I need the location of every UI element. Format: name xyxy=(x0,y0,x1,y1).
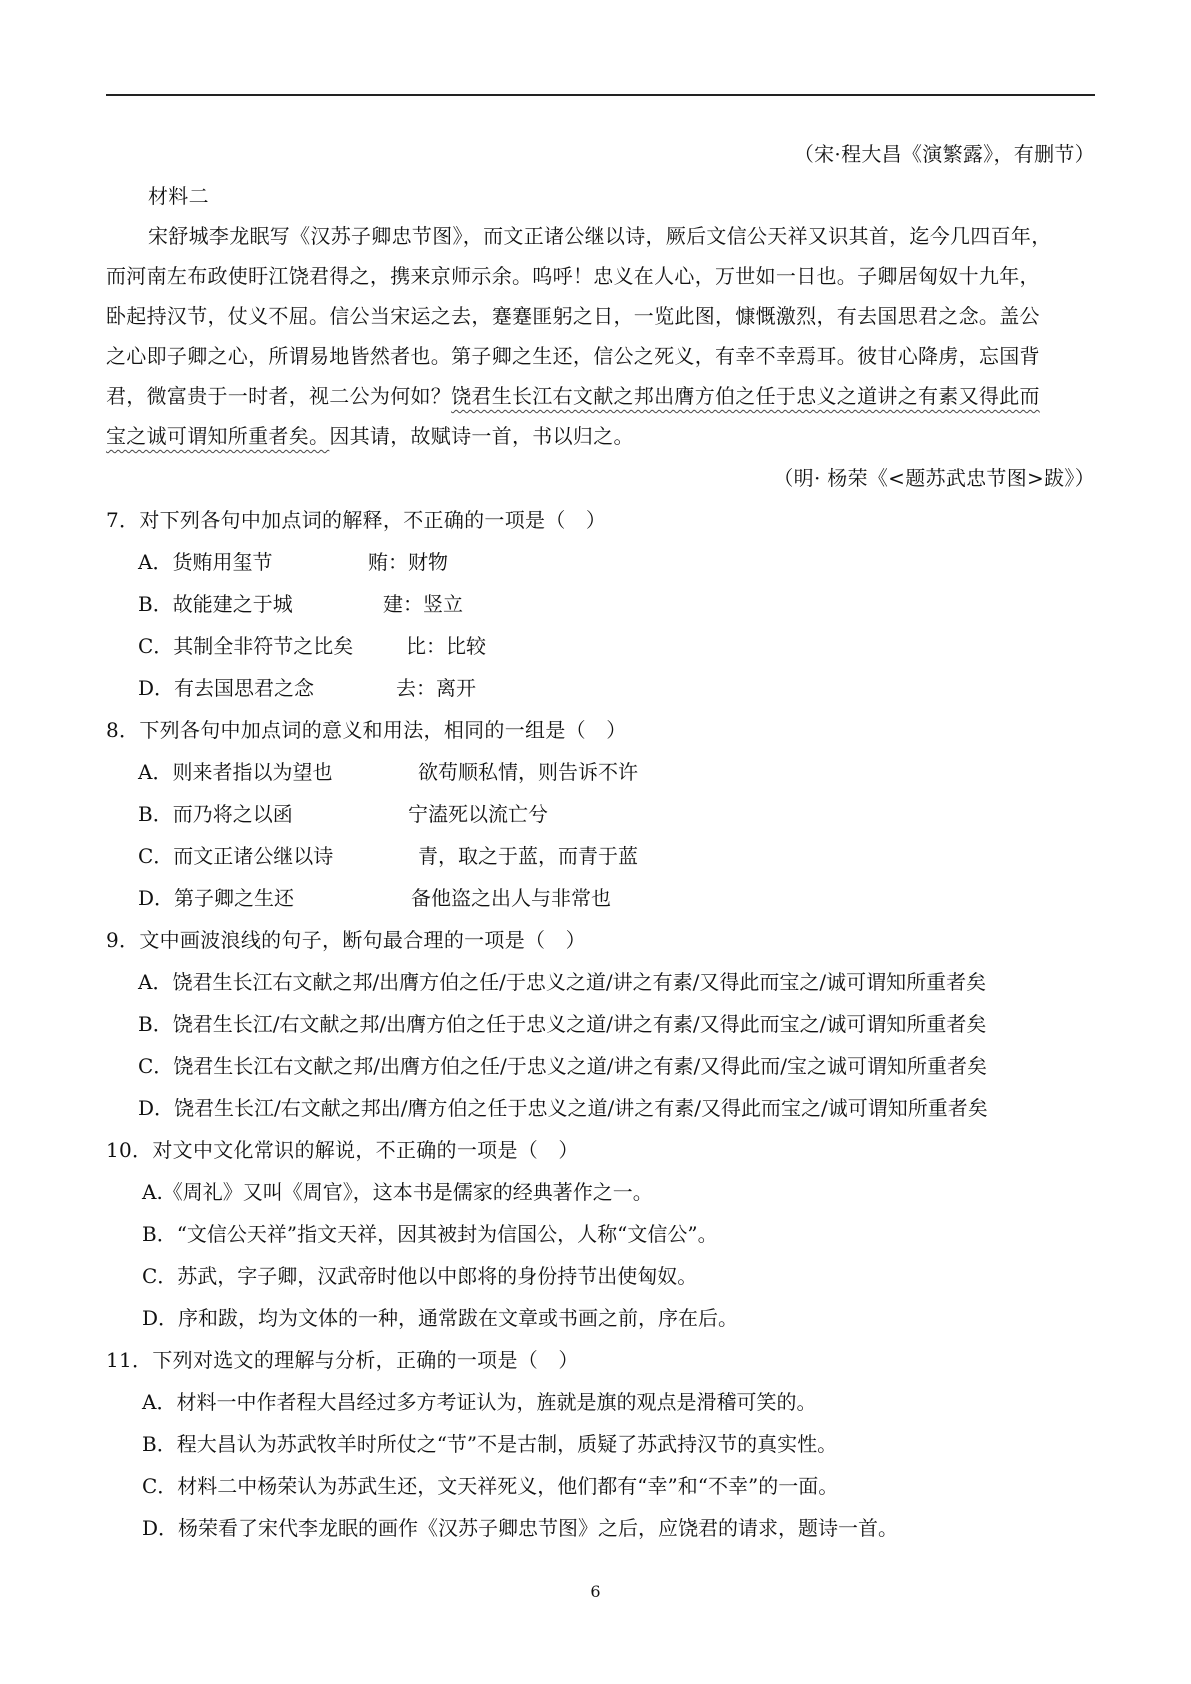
q11-stem: 11．下列对选文的理解与分析，正确的一项是（ ） xyxy=(106,1348,579,1372)
q7-option-c: C．其制全非符节之比矣 xyxy=(138,634,354,658)
q7-option-d-gloss: 去：离开 xyxy=(396,676,476,700)
material2-line-5 xyxy=(106,382,1095,410)
q10-option-b: B．“文信公天祥”指文天祥，因其被封为信国公，人称“文信公”。 xyxy=(142,1222,718,1246)
q8-option-d: D．第子卿之生还 xyxy=(138,886,295,910)
q8-option-c-gloss: 青，取之于蓝，而青于蓝 xyxy=(418,844,638,868)
source-citation-2: （明· 杨荣《<题苏武忠节图>跋》） xyxy=(773,466,1095,490)
q11-option-c: C．材料二中杨荣认为苏武生还，文天祥死义，他们都有“幸”和“不幸”的一面。 xyxy=(142,1474,839,1498)
page-number: 6 xyxy=(590,1582,601,1601)
q7-option-d: D．有去国思君之念 xyxy=(138,676,315,700)
q9-option-c: C．饶君生长江右文献之邦/出膺方伯之任/于忠义之道/讲之有素/又得此而/宝之诚可谓知所重者矣 xyxy=(138,1054,987,1078)
q7-option-c-gloss: 比：比较 xyxy=(406,634,486,658)
q8-option-a-gloss: 欲苟顺私情，则告诉不许 xyxy=(418,760,638,784)
q7-option-b-gloss: 建：竖立 xyxy=(383,592,463,616)
material2-line-6 xyxy=(106,422,1095,450)
q8-option-c: C．而文正诸公继以诗 xyxy=(138,844,334,868)
q11-option-d: D．杨荣看了宋代李龙眠的画作《汉苏子卿忠节图》之后，应饶君的请求，题诗一首。 xyxy=(142,1516,899,1540)
q10-stem: 10．对文中文化常识的解说，不正确的一项是（ ） xyxy=(106,1138,579,1162)
q9-option-b: B．饶君生长江/右文献之邦/出膺方伯之任于忠义之道/讲之有素/又得此而宝之/诚可谓知所重者矣 xyxy=(138,1012,987,1036)
q8-option-b: B．而乃将之以函 xyxy=(138,802,293,826)
q8-option-d-gloss: 备他盗之出人与非常也 xyxy=(411,886,611,910)
q7-option-b: B．故能建之于城 xyxy=(138,592,293,616)
q9-stem: 9．文中画波浪线的句子，断句最合理的一项是（ ） xyxy=(106,928,586,952)
wavy-underlined-sentence-part-1: 饶君生长江右文献之邦出膺方伯之任于忠义之道讲之有素又得此而 xyxy=(451,384,1040,408)
q11-option-b: B．程大昌认为苏武牧羊时所仗之“节”不是古制，质疑了苏武持汉节的真实性。 xyxy=(142,1432,838,1456)
q8-option-a: A．则来者指以为望也 xyxy=(138,760,333,784)
q9-option-d: D．饶君生长江/右文献之邦出/膺方伯之任于忠义之道/讲之有素/又得此而宝之/诚可谓知所重者矣 xyxy=(138,1096,988,1120)
q10-option-c: C．苏武，字子卿，汉武帝时他以中郎将的身份持节出使匈奴。 xyxy=(142,1264,698,1288)
q7-option-a-gloss: 贿：财物 xyxy=(368,550,448,574)
source-citation-1: （宋·程大昌《演繁露》，有删节） xyxy=(793,142,1095,166)
q8-option-b-gloss: 宁溘死以流亡兮 xyxy=(408,802,548,826)
material2-line-2: 而河南左布政使盱江饶君得之，携来京师示余。呜呼！忠义在人心，万世如一日也。子卿居匈奴十九年， xyxy=(106,264,1040,288)
material2-line-1: 宋舒城李龙眠写《汉苏子卿忠节图》，而文正诸公继以诗，厥后文信公天祥又识其首，迄今几四百年， xyxy=(148,224,1052,248)
material2-heading: 材料二 xyxy=(148,184,209,208)
q9-option-a: A．饶君生长江右文献之邦/出膺方伯之任/于忠义之道/讲之有素/又得此而宝之/诚可谓知所重者矣 xyxy=(138,970,987,994)
material2-line-6-plain: 因其请，故赋诗一首，书以归之。 xyxy=(329,424,634,448)
q7-stem: 7．对下列各句中加点词的解释，不正确的一项是（ ） xyxy=(106,508,607,532)
material2-line-5-plain: 君，微富贵于一时者，视二公为何如？ xyxy=(106,384,452,408)
q8-stem: 8．下列各句中加点词的意义和用法，相同的一组是（ ） xyxy=(106,718,627,742)
material2-line-4: 之心即子卿之心，所谓易地皆然者也。第子卿之生还，信公之死义，有幸不幸焉耳。彼甘心降虏，忘国背 xyxy=(106,344,1040,368)
q7-option-a: A．货贿用玺节 xyxy=(138,550,273,574)
q11-option-a: A．材料一中作者程大昌经过多方考证认为，旌就是旗的观点是滑稽可笑的。 xyxy=(142,1390,817,1414)
q10-option-d: D．序和跋，均为文体的一种，通常跋在文章或书画之前，序在后。 xyxy=(142,1306,739,1330)
header-rule xyxy=(106,94,1095,96)
wavy-underlined-sentence-part-2: 宝之诚可谓知所重者矣。 xyxy=(106,424,330,448)
q10-option-a: A.《周礼》又叫《周官》，这本书是儒家的经典著作之一。 xyxy=(142,1180,653,1204)
material2-line-3: 卧起持汉节，仗义不屈。信公当宋运之去，蹇蹇匪躬之日，一览此图，慷慨激烈，有去国思君之念。盖公 xyxy=(106,304,1040,328)
